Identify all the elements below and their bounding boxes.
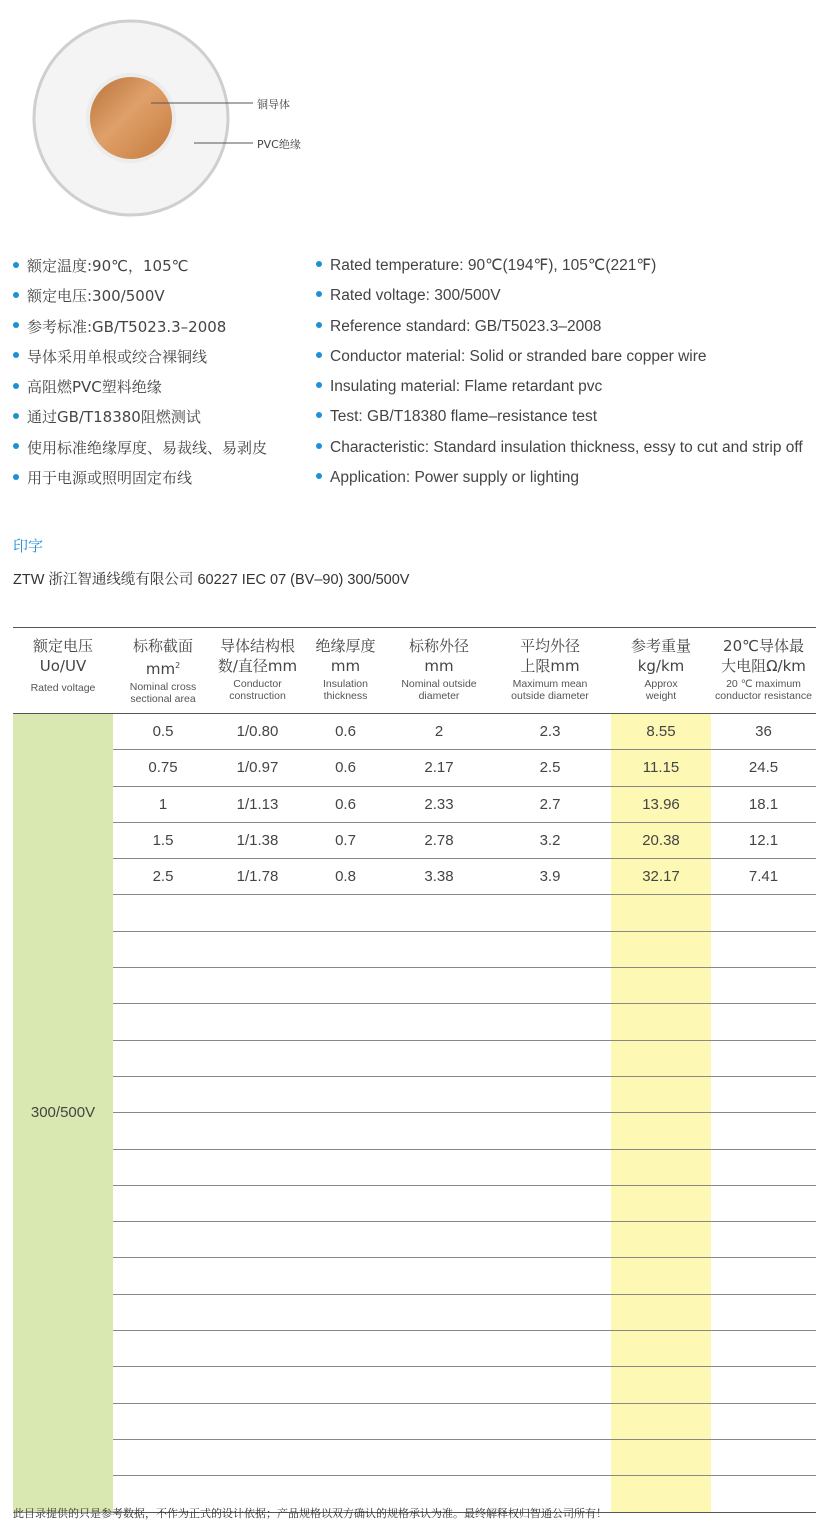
bullet-dot-icon — [316, 261, 322, 267]
table-cell — [213, 1331, 302, 1367]
table-cell: 2.33 — [389, 786, 489, 822]
spec-item-en: Application: Power supply or lighting — [316, 467, 803, 497]
table-cell — [389, 1331, 489, 1367]
header-nominal-cross-section: 标称截面 $mm^2$ Nominal cross sectional area — [113, 628, 213, 714]
insulation-label: PVC绝缘 — [257, 138, 301, 151]
table-cell — [611, 1258, 711, 1294]
copper-conductor — [90, 77, 172, 159]
table-cell — [611, 968, 711, 1004]
table-cell — [213, 1040, 302, 1076]
table-row — [13, 1149, 816, 1185]
table-cell — [711, 1113, 816, 1149]
table-cell: 3.9 — [489, 859, 611, 895]
table-row — [13, 822, 816, 858]
table-cell — [113, 1294, 213, 1330]
table-cell — [389, 1403, 489, 1439]
conductor-label: 铜导体 — [257, 98, 290, 111]
spec-item-en: Reference standard: GB/T5023.3–2008 — [316, 316, 803, 346]
rated-voltage-cell: 300/500V — [13, 714, 113, 1513]
table-row — [13, 1076, 816, 1112]
table-cell — [711, 1149, 816, 1185]
spec-item-zh: 额定温度:90℃，105℃ — [13, 255, 267, 285]
table-cell: 2.5 — [489, 750, 611, 786]
table-cell — [611, 1185, 711, 1221]
table-cell — [489, 1403, 611, 1439]
table-cell — [213, 1149, 302, 1185]
table-cell — [389, 1004, 489, 1040]
table-row — [13, 895, 816, 931]
header-insulation-thickness: 绝缘厚度 mm Insulation thickness — [302, 628, 389, 714]
table-cell — [611, 1294, 711, 1330]
table-row — [13, 1258, 816, 1294]
table-cell — [489, 1367, 611, 1403]
table-cell — [489, 968, 611, 1004]
table-row — [13, 1004, 816, 1040]
table-cell — [113, 1403, 213, 1439]
table-cell — [711, 1258, 816, 1294]
bullet-dot-icon — [13, 322, 19, 328]
bullet-dot-icon — [13, 443, 19, 449]
table-cell: 1/1.78 — [213, 859, 302, 895]
table-cell — [711, 1439, 816, 1475]
table-cell — [213, 1294, 302, 1330]
table-cell — [213, 1439, 302, 1475]
table-cell — [302, 1004, 389, 1040]
table-cell — [489, 895, 611, 931]
table-cell — [611, 895, 711, 931]
table-cell — [711, 1331, 816, 1367]
table-row — [13, 1294, 816, 1330]
table-cell — [113, 1258, 213, 1294]
table-cell: 1/1.13 — [213, 786, 302, 822]
table-cell — [389, 1076, 489, 1112]
table-cell — [302, 1040, 389, 1076]
table-cell — [302, 931, 389, 967]
table-header-row — [13, 628, 816, 714]
table-cell — [711, 1004, 816, 1040]
bullet-dot-icon — [316, 352, 322, 358]
table-cell — [711, 1367, 816, 1403]
table-cell: 18.1 — [711, 786, 816, 822]
table-cell: 2.78 — [389, 822, 489, 858]
table-cell — [611, 1403, 711, 1439]
table-cell — [389, 1294, 489, 1330]
table-cell: 1/0.80 — [213, 714, 302, 750]
header-nominal-outside-diameter: 标称外径 mm Nominal outside diameter — [389, 628, 489, 714]
table-cell — [611, 1367, 711, 1403]
table-cell — [489, 1258, 611, 1294]
table-cell — [389, 895, 489, 931]
table-cell — [711, 895, 816, 931]
table-cell: 7.41 — [711, 859, 816, 895]
table-cell: 3.38 — [389, 859, 489, 895]
spec-item-zh: 额定电压:300/500V — [13, 285, 267, 315]
bullet-dot-icon — [13, 352, 19, 358]
marking-title: 印字 — [13, 537, 44, 555]
table-cell — [302, 1258, 389, 1294]
cable-cross-section-diagram — [0, 0, 420, 230]
table-cell: 36 — [711, 714, 816, 750]
table-cell — [611, 1439, 711, 1475]
table-cell — [302, 1185, 389, 1221]
table-cell — [611, 1113, 711, 1149]
table-cell — [213, 1004, 302, 1040]
table-cell — [302, 1403, 389, 1439]
table-cell: 32.17 — [611, 859, 711, 895]
table-cell: 0.5 — [113, 714, 213, 750]
spec-item-zh: 参考标准:GB/T5023.3–2008 — [13, 316, 267, 346]
table-cell — [489, 1076, 611, 1112]
header-approx-weight: 参考重量 kg/km Approx weight — [611, 628, 711, 714]
table-cell — [389, 1258, 489, 1294]
table-cell — [389, 1185, 489, 1221]
table-cell — [611, 1476, 711, 1512]
table-cell — [302, 1222, 389, 1258]
table-cell — [302, 1149, 389, 1185]
table-cell — [611, 1076, 711, 1112]
table-cell — [389, 931, 489, 967]
table-cell — [213, 1076, 302, 1112]
table-cell — [711, 1222, 816, 1258]
table-cell — [302, 1113, 389, 1149]
bullet-dot-icon — [316, 473, 322, 479]
spec-list-chinese — [13, 255, 267, 497]
table-cell — [302, 1439, 389, 1475]
table-row — [13, 714, 816, 750]
table-cell — [213, 1222, 302, 1258]
table-cell — [711, 1040, 816, 1076]
table-cell — [113, 1439, 213, 1475]
table-cell: 0.8 — [302, 859, 389, 895]
table-cell — [213, 1403, 302, 1439]
table-cell: 2.5 — [113, 859, 213, 895]
table-cell — [489, 1222, 611, 1258]
footnote: 此目录提供的只是参考数据，不作为正式的设计依据；产品规格以双方确认的规格承认为准。最终解释权归智通公司所有！ — [13, 1507, 607, 1520]
table-cell — [611, 931, 711, 967]
table-cell — [389, 1113, 489, 1149]
table-cell — [213, 1113, 302, 1149]
spec-item-zh: 使用标准绝缘厚度、易裁线、易剥皮 — [13, 437, 267, 467]
table-cell — [489, 1040, 611, 1076]
table-row — [13, 1185, 816, 1221]
table-cell — [489, 1113, 611, 1149]
table-row — [13, 1222, 816, 1258]
table-cell — [113, 1222, 213, 1258]
table-row — [13, 1331, 816, 1367]
table-cell — [611, 1149, 711, 1185]
table-cell — [489, 1439, 611, 1475]
table-row — [13, 1113, 816, 1149]
header-rated-voltage: 额定电压 Uo/UV Rated voltage — [13, 628, 113, 714]
spec-list-english — [316, 255, 803, 497]
table-cell: 2.7 — [489, 786, 611, 822]
table-cell — [389, 1149, 489, 1185]
spec-item-zh: 通过GB/T18380阻燃测试 — [13, 406, 267, 436]
table-cell: 1/1.38 — [213, 822, 302, 858]
table-cell — [489, 1185, 611, 1221]
spec-item-en: Test: GB/T18380 flame–resistance test — [316, 406, 803, 436]
table-cell — [302, 1367, 389, 1403]
table-row — [13, 786, 816, 822]
spec-item-en: Rated temperature: 90℃(194℉), 105℃(221℉) — [316, 255, 803, 285]
table-cell — [489, 1294, 611, 1330]
table-cell — [489, 1004, 611, 1040]
table-cell: 2.3 — [489, 714, 611, 750]
header-max-conductor-resistance: 20℃导体最 大电阻Ω/km 20 ℃ maximum conductor resistance — [711, 628, 816, 714]
table-cell: 12.1 — [711, 822, 816, 858]
table-cell — [489, 1149, 611, 1185]
table-cell — [389, 1040, 489, 1076]
spec-table — [13, 627, 816, 1513]
table-cell — [213, 931, 302, 967]
table-cell: 11.15 — [611, 750, 711, 786]
spec-item-en: Insulating material: Flame retardant pvc — [316, 376, 803, 406]
table-cell — [611, 1222, 711, 1258]
table-cell — [611, 1040, 711, 1076]
table-cell — [113, 931, 213, 967]
header-conductor-construction: 导体结构根 数/直径mm Conductor construction — [213, 628, 302, 714]
table-cell — [113, 1149, 213, 1185]
table-cell — [213, 1258, 302, 1294]
table-row — [13, 968, 816, 1004]
table-cell — [389, 1222, 489, 1258]
table-row — [13, 859, 816, 895]
table-cell: 8.55 — [611, 714, 711, 750]
table-cell — [711, 968, 816, 1004]
table-cell — [113, 1040, 213, 1076]
table-cell — [302, 1331, 389, 1367]
table-cell — [113, 1004, 213, 1040]
table-cell — [213, 1367, 302, 1403]
table-cell — [113, 1331, 213, 1367]
table-cell — [302, 895, 389, 931]
table-cell — [389, 1367, 489, 1403]
table-cell — [113, 968, 213, 1004]
bullet-dot-icon — [316, 322, 322, 328]
table-cell — [489, 931, 611, 967]
table-row — [13, 750, 816, 786]
header-max-mean-outside-diameter: 平均外径 上限mm Maximum mean outside diameter — [489, 628, 611, 714]
table-cell — [213, 1185, 302, 1221]
bullet-dot-icon — [316, 291, 322, 297]
table-cell — [113, 1076, 213, 1112]
spec-item-en: Characteristic: Standard insulation thickness, essy to cut and strip off — [316, 437, 803, 467]
spec-item-zh: 高阻燃PVC塑料绝缘 — [13, 376, 267, 406]
bullet-dot-icon — [316, 382, 322, 388]
spec-item-zh: 导体采用单根或绞合裸铜线 — [13, 346, 267, 376]
bullet-dot-icon — [316, 412, 322, 418]
table-row — [13, 1403, 816, 1439]
bullet-dot-icon — [13, 262, 19, 268]
table-cell — [113, 1185, 213, 1221]
table-cell: 20.38 — [611, 822, 711, 858]
spec-item-en: Rated voltage: 300/500V — [316, 285, 803, 315]
table-cell — [711, 1294, 816, 1330]
table-cell: 0.6 — [302, 750, 389, 786]
table-cell: 24.5 — [711, 750, 816, 786]
table-cell — [213, 895, 302, 931]
table-cell: 2.17 — [389, 750, 489, 786]
table-row — [13, 1367, 816, 1403]
table-cell: 1/0.97 — [213, 750, 302, 786]
table-row — [13, 1040, 816, 1076]
table-cell — [302, 1294, 389, 1330]
table-cell: 1.5 — [113, 822, 213, 858]
table-cell — [113, 1367, 213, 1403]
table-row — [13, 1439, 816, 1475]
table-cell — [389, 1439, 489, 1475]
table-cell — [389, 968, 489, 1004]
table-cell: 0.6 — [302, 714, 389, 750]
table-cell: 1 — [113, 786, 213, 822]
bullet-dot-icon — [13, 383, 19, 389]
table-cell — [113, 895, 213, 931]
table-cell — [711, 1185, 816, 1221]
table-body — [13, 714, 816, 1513]
table-cell — [213, 968, 302, 1004]
bullet-dot-icon — [13, 413, 19, 419]
spec-item-en: Conductor material: Solid or stranded bare copper wire — [316, 346, 803, 376]
table-cell — [711, 1076, 816, 1112]
marking-text: ZTW 浙江智通线缆有限公司 60227 IEC 07 (BV–90) 300/500V — [13, 572, 410, 588]
cable-diagram-svg — [0, 0, 420, 230]
table-cell: 13.96 — [611, 786, 711, 822]
table-cell — [302, 1076, 389, 1112]
table-cell — [711, 931, 816, 967]
table-cell — [113, 1113, 213, 1149]
table-cell: 0.75 — [113, 750, 213, 786]
table-row — [13, 931, 816, 967]
table-cell — [611, 1004, 711, 1040]
spec-item-zh: 用于电源或照明固定布线 — [13, 467, 267, 497]
table-cell: 0.7 — [302, 822, 389, 858]
bullet-dot-icon — [13, 474, 19, 480]
table-cell — [711, 1476, 816, 1512]
table-cell — [302, 968, 389, 1004]
table-cell — [711, 1403, 816, 1439]
table-cell: 3.2 — [489, 822, 611, 858]
table-cell — [489, 1331, 611, 1367]
bullet-dot-icon — [316, 443, 322, 449]
table-cell: 0.6 — [302, 786, 389, 822]
table-cell: 2 — [389, 714, 489, 750]
bullet-dot-icon — [13, 292, 19, 298]
table-cell — [611, 1331, 711, 1367]
